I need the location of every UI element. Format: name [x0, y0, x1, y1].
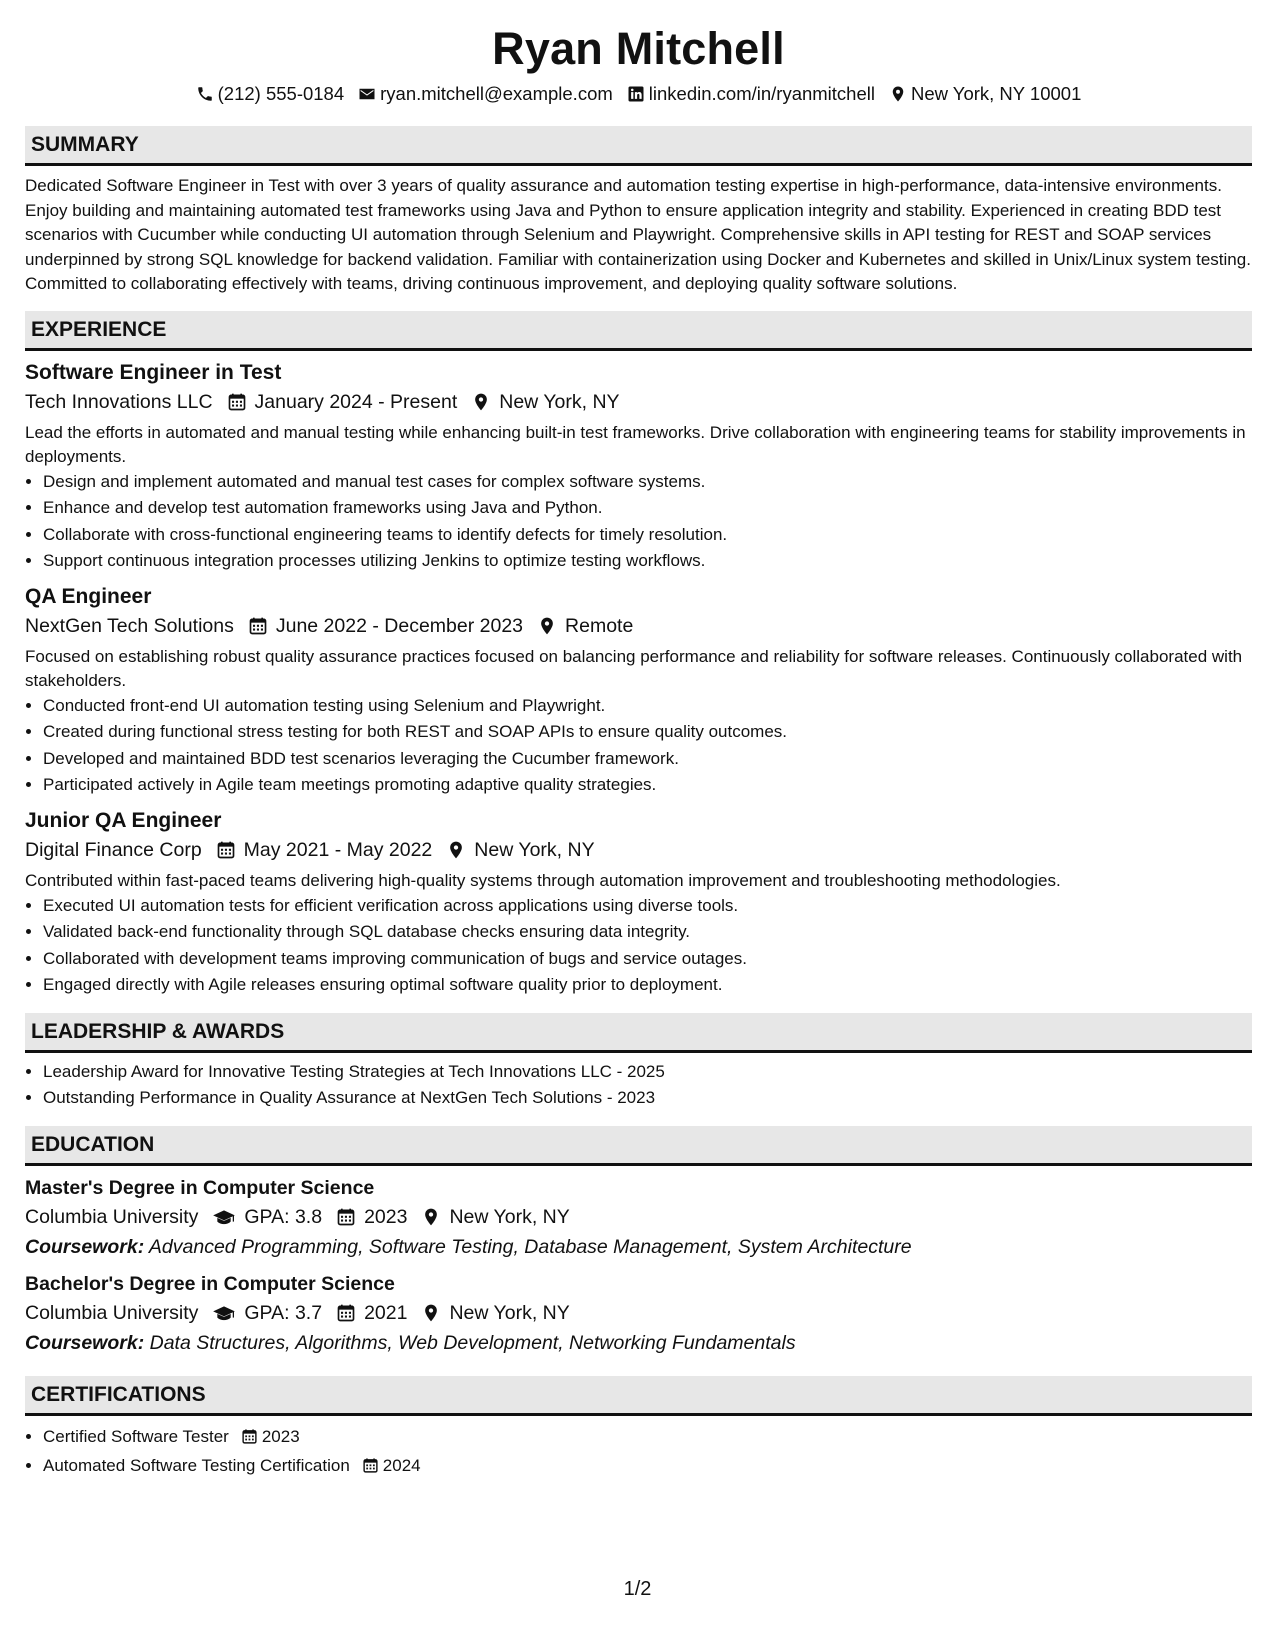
gpa: GPA: 3.8 — [244, 1205, 323, 1228]
job-entry — [25, 359, 1252, 575]
calendar-icon — [336, 1207, 356, 1227]
list-item: • Developed and maintained BDD test scenarios leveraging the Cucumber framework. — [43, 746, 1252, 773]
coursework — [25, 1328, 1252, 1358]
list-item: • Validated back-end functionality through SQL database checks ensuring data integrity. — [43, 919, 1252, 946]
map-pin-icon — [471, 392, 491, 412]
company-name: NextGen Tech Solutions — [25, 614, 234, 637]
summary-text: Dedicated Software Engineer in Test with over 3 years of quality assurance and automation testing expertise in high-performance, data-intensive environments. Enjoy building and maintaining automated test frameworks using Java and Python to ensure application integrity and stability. Experienced in creating BDD test scenarios with Cucumber while conducting UI automation through Selenium and Playwright. Comprehensive skills in API testing for REST and SOAP services underpinned by strong SQL knowledge for backend validation. Familiar with containerization using Docker and Kubernetes and skilled in Unix/Linux system testing. Committed to collaborating effectively with teams, driving continuous improvement, and deploying quality software solutions. — [25, 176, 1251, 294]
education-entry — [25, 1174, 1252, 1262]
job-entry — [25, 583, 1252, 799]
job-location: Remote — [565, 614, 634, 637]
school-name: Columbia University — [25, 1205, 199, 1228]
company-name: Tech Innovations LLC — [25, 390, 213, 413]
contact-phone — [196, 83, 345, 105]
graduation-year: 2023 — [364, 1205, 408, 1228]
job-title: QA Engineer — [25, 584, 152, 608]
list-item: • Collaborated with development teams improving communication of bugs and service outages. — [43, 946, 1252, 973]
coursework-list: Data Structures, Algorithms, Web Development, Networking Fundamentals — [149, 1331, 796, 1354]
education-entry — [25, 1270, 1252, 1358]
page-number: 1/2 — [623, 1578, 652, 1600]
location-text: New York, NY 10001 — [910, 83, 1082, 104]
email-link[interactable]: ryan.mitchell@example.com — [380, 83, 613, 104]
list-item: • Leadership Award for Innovative Testing Strategies at Tech Innovations LLC - 2025 — [43, 1059, 1252, 1086]
job-description: Contributed within fast-paced teams delivering high-quality systems through automation improvement and troubleshooting methodologies. — [25, 870, 1061, 890]
calendar-icon — [362, 1457, 379, 1474]
certification-year: 2024 — [382, 1455, 421, 1475]
contact-linkedin[interactable] — [627, 83, 875, 105]
list-item: • Support continuous integration processes utilizing Jenkins to optimize testing workflows. — [43, 548, 1252, 575]
awards-list — [25, 1059, 1252, 1112]
job-dates: May 2021 - May 2022 — [243, 838, 433, 861]
list-item: • Outstanding Performance in Quality Assurance at NextGen Tech Solutions - 2023 — [43, 1085, 1252, 1112]
contact-bar — [25, 81, 1252, 107]
calendar-icon — [241, 1428, 258, 1445]
degree-title: Master's Degree in Computer Science — [25, 1176, 375, 1199]
job-title: Junior QA Engineer — [25, 808, 222, 832]
phone-icon — [196, 85, 214, 103]
education-meta — [25, 1298, 1252, 1328]
graduation-cap-icon — [212, 1303, 236, 1323]
list-item: • Executed UI automation tests for efficient verification across applications using diverse tools. — [43, 893, 1252, 920]
job-bullets — [25, 469, 1252, 575]
coursework-label: Coursework: — [25, 1331, 145, 1354]
job-location: New York, NY — [474, 838, 595, 861]
phone-text: (212) 555-0184 — [217, 83, 345, 104]
certifications-list — [25, 1422, 1252, 1480]
calendar-icon — [216, 840, 236, 860]
list-item — [43, 1422, 1252, 1451]
certification-year: 2023 — [261, 1426, 300, 1446]
list-item: • Created during functional stress testing for both REST and SOAP APIs to ensure quality outcomes. — [43, 719, 1252, 746]
map-pin-icon — [889, 85, 907, 103]
calendar-icon — [248, 616, 268, 636]
list-item: • Engaged directly with Agile releases ensuring optimal software quality prior to deployment. — [43, 972, 1252, 999]
job-dates: June 2022 - December 2023 — [275, 614, 524, 637]
job-dates: January 2024 - Present — [254, 390, 458, 413]
job-entry — [25, 807, 1252, 999]
candidate-name: Ryan Mitchell — [492, 23, 785, 74]
list-item: • Participated actively in Agile team meetings promoting adaptive quality strategies. — [43, 772, 1252, 799]
list-item: • Enhance and develop test automation frameworks using Java and Python. — [43, 495, 1252, 522]
resume-page — [25, 0, 1252, 1480]
envelope-icon — [358, 85, 376, 103]
job-meta — [25, 611, 1252, 641]
coursework-list: Advanced Programming, Software Testing, Database Management, System Architecture — [148, 1235, 912, 1258]
school-location: New York, NY — [449, 1205, 570, 1228]
education-meta — [25, 1202, 1252, 1232]
linkedin-link[interactable]: linkedin.com/in/ryanmitchell — [648, 83, 875, 104]
list-item: • Conducted front-end UI automation testing using Selenium and Playwright. — [43, 693, 1252, 720]
graduation-cap-icon — [212, 1207, 236, 1227]
list-item: • Collaborate with cross-functional engineering teams to identify defects for timely resolution. — [43, 522, 1252, 549]
map-pin-icon — [446, 840, 466, 860]
school-location: New York, NY — [449, 1301, 570, 1324]
school-name: Columbia University — [25, 1301, 199, 1324]
job-description: Focused on establishing robust quality assurance practices focused on balancing performance and reliability for software releases. Continuously collaborated with stakeholders. — [25, 646, 1243, 690]
calendar-icon — [227, 392, 247, 412]
list-item: • Design and implement automated and manual test cases for complex software systems. — [43, 469, 1252, 496]
job-description: Lead the efforts in automated and manual testing while enhancing built-in test frameworks. Drive collaboration with engineering teams for stability improvements in deployments. — [25, 422, 1246, 466]
coursework — [25, 1232, 1252, 1262]
map-pin-icon — [421, 1207, 441, 1227]
contact-location — [889, 83, 1081, 105]
job-title: Software Engineer in Test — [25, 360, 282, 384]
job-meta — [25, 387, 1252, 417]
section-heading-experience: EXPERIENCE — [25, 311, 1252, 351]
section-heading-certifications: CERTIFICATIONS — [25, 1376, 1252, 1416]
map-pin-icon — [421, 1303, 441, 1323]
job-meta — [25, 835, 1252, 865]
section-heading-summary: SUMMARY — [25, 126, 1252, 166]
job-bullets — [25, 893, 1252, 999]
list-item — [43, 1451, 1252, 1480]
gpa: GPA: 3.7 — [244, 1301, 323, 1324]
graduation-year: 2021 — [364, 1301, 408, 1324]
job-location: New York, NY — [499, 390, 620, 413]
company-name: Digital Finance Corp — [25, 838, 202, 861]
map-pin-icon — [537, 616, 557, 636]
degree-title: Bachelor's Degree in Computer Science — [25, 1272, 395, 1295]
section-heading-education: EDUCATION — [25, 1126, 1252, 1166]
section-heading-awards: LEADERSHIP & AWARDS — [25, 1013, 1252, 1053]
certification-name: • Certified Software Tester — [43, 1426, 229, 1446]
contact-email[interactable] — [358, 83, 613, 105]
calendar-icon — [336, 1303, 356, 1323]
job-bullets — [25, 693, 1252, 799]
linkedin-icon — [627, 85, 645, 103]
certification-name: • Automated Software Testing Certification — [43, 1455, 350, 1475]
coursework-label: Coursework: — [25, 1235, 145, 1258]
